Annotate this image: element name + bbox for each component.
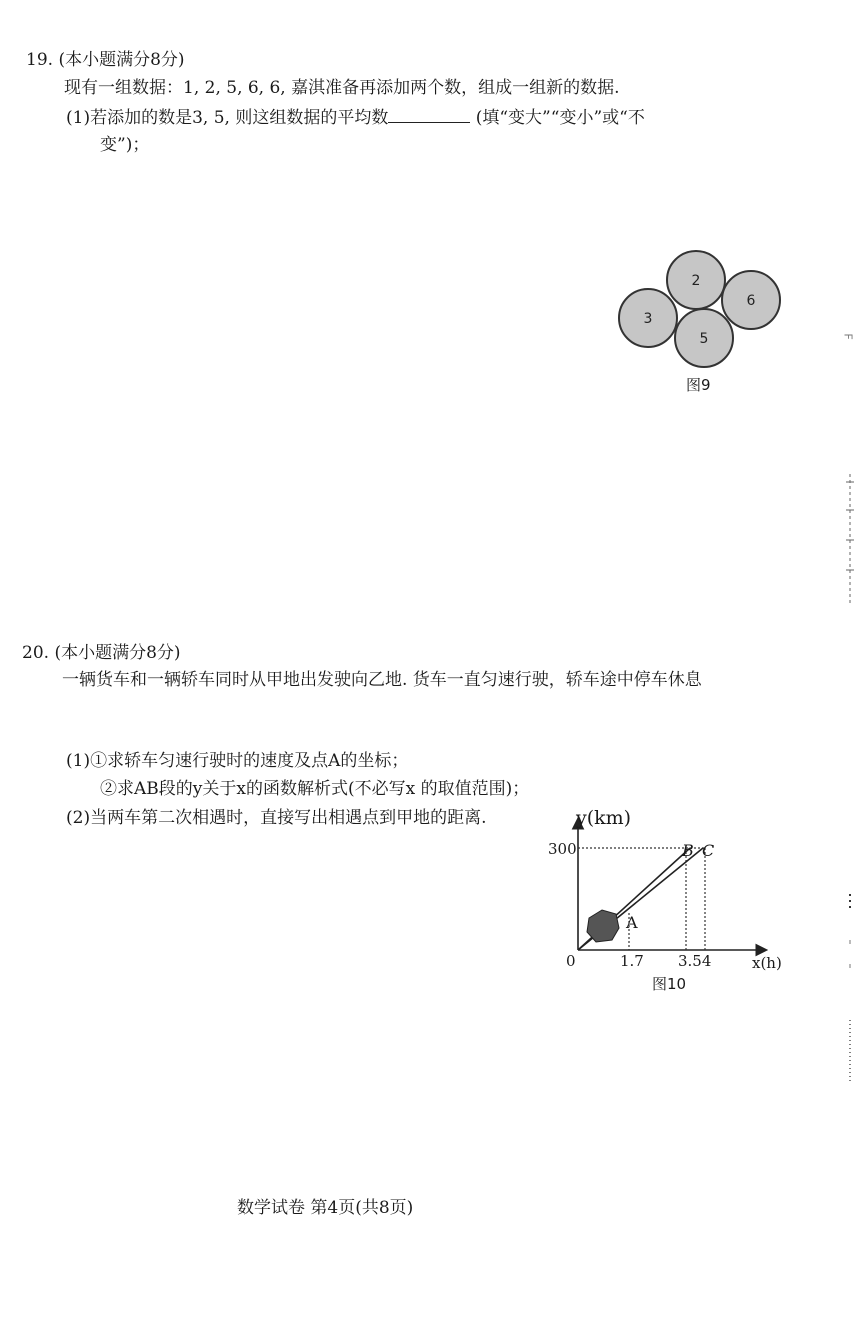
figure-9-circles (610, 242, 790, 374)
q19-intro: 现有一组数据：1, 2, 5, 6, 6, 嘉淇准备再添加两个数，组成一组新的数据. (64, 78, 620, 98)
figure-10-graph (540, 800, 800, 975)
smudge-mark (587, 910, 619, 942)
origin-label: 0 (566, 952, 576, 970)
margin-letter: F (841, 333, 855, 340)
q19-part1 (66, 105, 645, 130)
x-tick-3-54: 3.54 (678, 952, 712, 970)
margin-binding-line-3 (842, 1018, 858, 1084)
circle-5-label: 5 (699, 331, 709, 347)
q20-part2: (2)当两车第二次相遇时，直接写出相遇点到甲地的距离. (66, 808, 487, 828)
q19-heading: 19. (本小题满分8分) (26, 50, 185, 70)
answer-blank (388, 105, 470, 123)
figure-9-caption: 图9 (686, 376, 711, 394)
margin-binding-line-2 (842, 890, 858, 980)
q20-intro: 一辆货车和一辆轿车同时从甲地出发驶向乙地. 货车一直匀速行驶，轿车途中停车休息 (62, 670, 702, 690)
q20-heading: 20. (本小题满分8分) (22, 643, 181, 663)
q19-part1-text: (1)若添加的数是3, 5, 则这组数据的平均数 (66, 108, 389, 128)
q19-part1-hint: (填“变大”“变小”或“不 (475, 108, 645, 128)
x-axis-label: x(h) (752, 954, 782, 972)
q20-part1-1: (1)①求轿车匀速行驶时的速度及点A的坐标； (66, 751, 409, 771)
x-tick-1-7: 1.7 (620, 952, 644, 970)
page-footer: 数学试卷 第4页(共8页) (237, 1198, 414, 1218)
q20-part1-2: ②求AB段的y关于x的函数解析式(不必写x 的取值范围)； (100, 779, 530, 799)
point-a-label: A (626, 913, 638, 932)
y-tick-300: 300 (548, 840, 577, 858)
q19-part1-cont: 变”)； (100, 135, 150, 155)
y-axis-label: y(km) (576, 807, 632, 829)
circle-6-label: 6 (746, 293, 756, 309)
figure-10-caption: 图10 (652, 975, 687, 993)
circle-3-label: 3 (643, 311, 653, 327)
point-b-label: B (682, 841, 694, 860)
point-c-label: C (702, 841, 715, 860)
circle-2-label: 2 (691, 273, 701, 289)
margin-binding-line-1 (842, 470, 858, 610)
